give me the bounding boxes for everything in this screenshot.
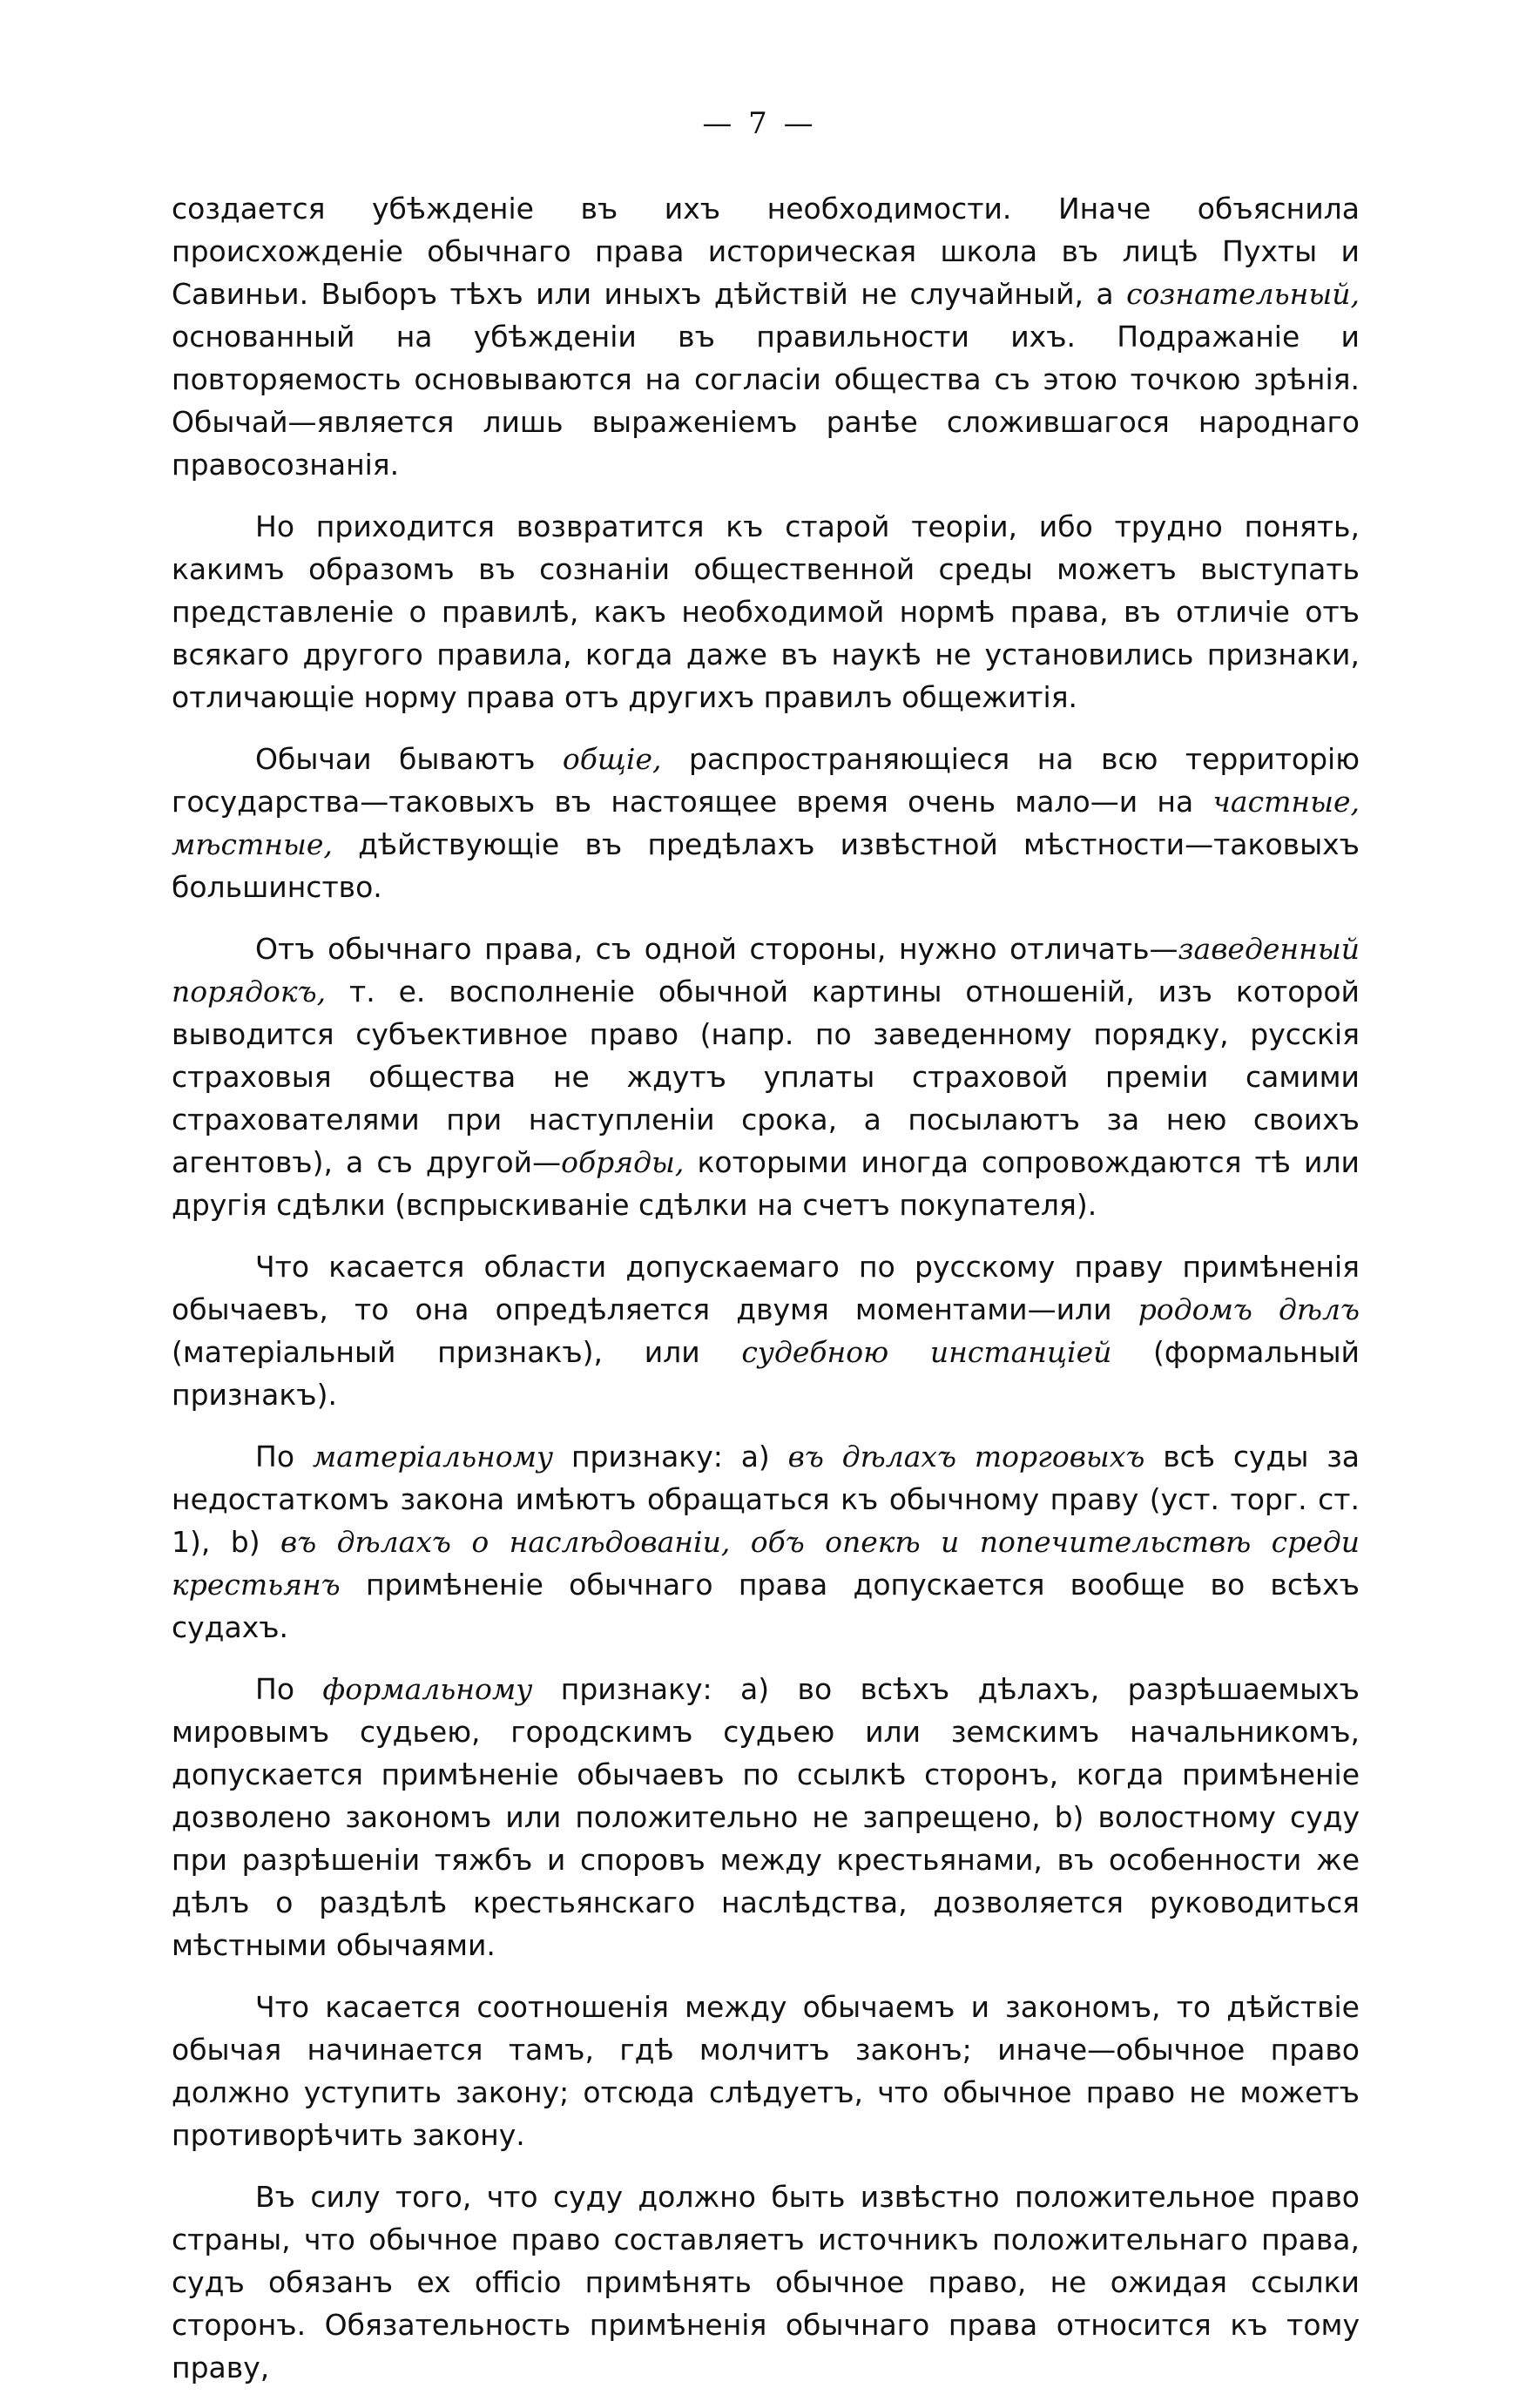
body-text	[172, 187, 1360, 2408]
paragraph-1: создается убѣжденіе въ ихъ необходимости. Иначе объяснила происхожденіе обычнаго права историческая школа въ лицѣ Пухты и Савиньи. Выборъ тѣхъ или иныхъ дѣйствій не случайный, а сознательный, основанный на убѣжденіи въ правильности ихъ. Подражаніе и повторяемость основываются на согласіи общества съ этою точкою зрѣнія. Обычай—является лишь выраженіемъ ранѣе сложившагося народнаго правосознанія.	[172, 192, 1360, 482]
paragraph-2: Но приходится возвратится къ старой теоріи, ибо трудно понять, какимъ образомъ въ сознаніи общественной среды можетъ выступать представленіе о правилѣ, какъ необходимой нормѣ права, въ отличіе отъ всякаго другого правила, когда даже въ наукѣ не установились признаки, отличающіе норму права отъ другихъ правилъ общежитія.	[172, 509, 1360, 714]
page-number: — 7 —	[702, 106, 817, 141]
paragraph-8: Что касается соотношенія между обычаемъ и закономъ, то дѣйствіе обычая начинается тамъ, гдѣ молчитъ законъ; иначе—обычное право должно уступить закону; отсюда слѣдуетъ, что обычное право не можетъ противорѣчить закону.	[172, 1990, 1360, 2152]
paragraph-3: Обычаи бываютъ общіе, распространяющіеся на всю территорію государства—таковыхъ въ настоящее время очень мало—и на частные, мѣстные, дѣйствующіе въ предѣлахъ извѣстной мѣстности—таковыхъ большинство.	[172, 742, 1360, 904]
paragraph-9: Въ силу того, что суду должно быть извѣстно положительное право страны, что обычное право составляетъ источникъ положительнаго права, судъ обязанъ ex officio примѣнять обычное право, не ожидая ссылки сторонъ. Обязательность примѣненія обычнаго права относится къ тому праву,	[172, 2180, 1360, 2384]
paragraph-7: По формальному признаку: a) во всѣхъ дѣлахъ, разрѣшаемыхъ мировымъ судьею, городскимъ судьею или земскимъ начальникомъ, допускается примѣненіе обычаевъ по ссылкѣ сторонъ, когда примѣненіе дозволено закономъ или положительно не запрещено, b) волостному суду при разрѣшеніи тяжбъ и споровъ между крестьянами, въ особенности же дѣлъ о раздѣлѣ крестьянскаго наслѣдства, дозволяется руководиться мѣстными обычаями.	[172, 1672, 1360, 1962]
paragraph-4: Отъ обычнаго права, съ одной стороны, нужно отличать—заведенный порядокъ, т. е. восполненіе обычной картины отношеній, изъ которой выводится субъективное право (напр. по заведенному порядку, русскія страховыя общества не ждутъ уплаты страховой преміи самими страхователями при наступленіи срока, а посылаютъ за нею своихъ агентовъ), а съ другой—обряды, которыми иногда сопровождаются тѣ или другія сдѣлки (вспрыскиваніе сдѣлки на счетъ покупателя).	[172, 932, 1360, 1222]
paragraph-5: Что касается области допускаемаго по русскому праву примѣненія обычаевъ, то она опредѣляется двумя моментами—или родомъ дѣлъ (матеріальный признакъ), или судебною инстанціей (формальный признакъ).	[172, 1250, 1360, 1412]
paragraph-6: По матеріальному признаку: a) въ дѣлахъ торговыхъ всѣ суды за недостаткомъ закона имѣютъ обращаться къ обычному праву (уст. торг. ст. 1), b) въ дѣлахъ о наслѣдованіи, объ опекѣ и попечительствѣ среди крестьянъ примѣненіе обычнаго права допускается вообще во всѣхъ судахъ.	[172, 1440, 1360, 1644]
